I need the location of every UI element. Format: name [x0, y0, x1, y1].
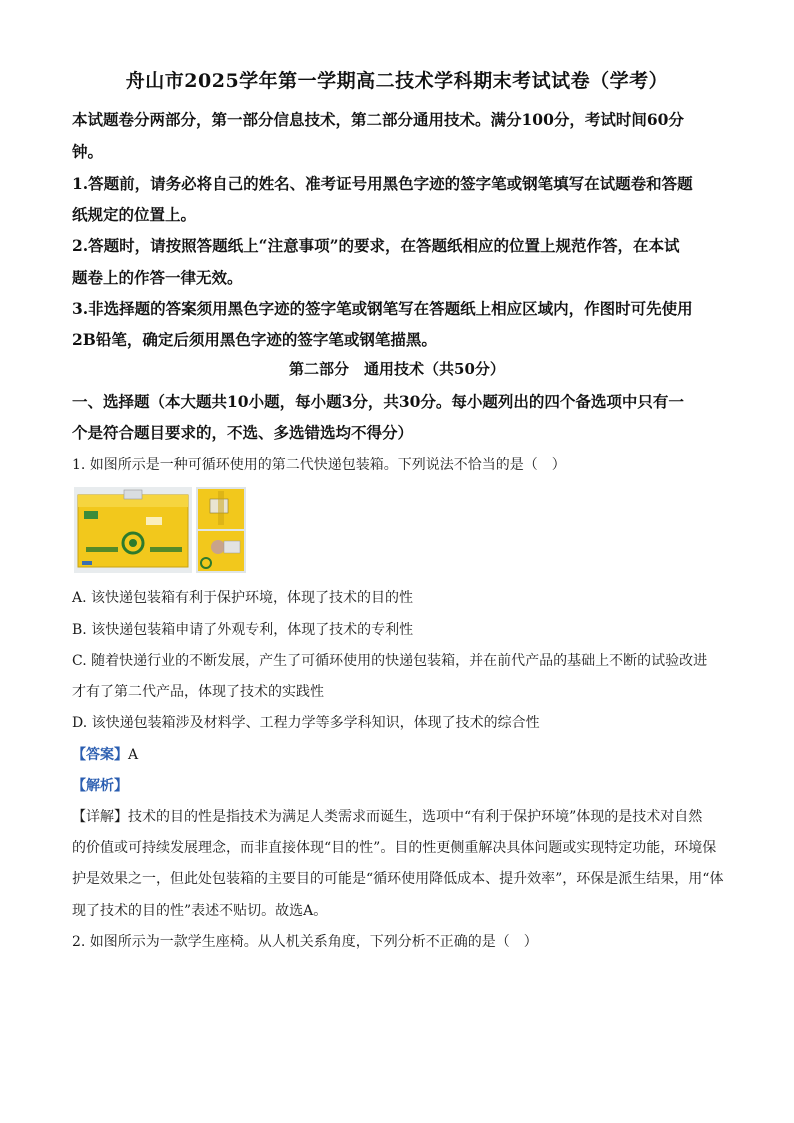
- question-1-option-c-continued: 才有了第二代产品，体现了技术的实践性: [72, 684, 324, 700]
- instruction-line: 本试题卷分两部分，第一部分信息技术，第二部分通用技术。满分100分，考试时间60分: [72, 110, 684, 129]
- question-1-stem: 1. 如图所示是一种可循环使用的第二代快递包装箱。下列说法不恰当的是（ ）: [72, 457, 566, 473]
- question-1-option-d: D. 该快递包装箱涉及材料学、工程力学等多学科知识，体现了技术的综合性: [72, 715, 540, 731]
- detail-line: 护是效果之一，但此处包装箱的主要目的可能是“循环使用降低成本、提升效率”，环保是派生结果，用“体: [72, 871, 724, 887]
- question-1-option-c: C. 随着快递行业的不断发展，产生了可循环使用的快递包装箱，并在前代产品的基础上不断的试验改进: [72, 653, 708, 669]
- instruction-line: 2B铅笔，确定后须用黑色字迹的签字笔或钢笔描黑。: [72, 330, 437, 349]
- answer-label: 【答案】: [72, 747, 128, 763]
- instruction-line: 3.非选择题的答案须用黑色字迹的签字笔或钢笔写在答题纸上相应区域内，作图时可先使用: [72, 299, 693, 318]
- question-1-option-a: A. 该快递包装箱有利于保护环境，体现了技术的目的性: [72, 590, 414, 606]
- question-2-stem: 2. 如图所示为一款学生座椅。从人机关系角度，下列分析不正确的是（ ）: [72, 934, 538, 950]
- answer-value: A: [128, 747, 139, 763]
- box-photo-main: [74, 487, 192, 573]
- detail-line: 现了技术的目的性”表述不贴切。故选A。: [72, 903, 328, 919]
- instruction-line: 2.答题时，请按照答题纸上“注意事项”的要求，在答题纸相应的位置上规范作答，在本试: [72, 236, 680, 255]
- section-heading: 一、选择题（本大题共10小题，每小题3分，共30分。每小题列出的四个备选项中只有一: [72, 392, 684, 411]
- section-heading: 个是符合题目要求的，不选、多选错选均不得分）: [72, 423, 414, 442]
- detail-line: 【详解】技术的目的性是指技术为满足人类需求而诞生，选项中“有利于保护环境”体现的是技术对自然: [72, 809, 703, 825]
- box-detail-illustration: [196, 487, 246, 573]
- question-1-figure: [74, 487, 246, 573]
- answer-line: [72, 744, 138, 764]
- instruction-line: 1.答题前，请务必将自己的姓名、准考证号用黑色字迹的签字笔或钢笔填写在试题卷和答题: [72, 174, 693, 193]
- box-photo-details: [196, 487, 246, 573]
- instruction-line: 钟。: [72, 142, 104, 161]
- detail-line: 的价值或可持续发展理念，而非直接体现“目的性”。目的性更侧重解决具体问题或实现特定功能，环境保: [72, 840, 717, 856]
- exam-title: 舟山市2025学年第一学期高二技术学科期末考试试卷（学考）: [125, 70, 669, 92]
- instruction-line: 题卷上的作答一律无效。: [72, 268, 243, 287]
- instruction-line: 纸规定的位置上。: [72, 205, 197, 224]
- analysis-label: 【解析】: [72, 778, 128, 794]
- yellow-box-illustration: [74, 487, 192, 573]
- question-1-option-b: B. 该快递包装箱申请了外观专利，体现了技术的专利性: [72, 622, 414, 638]
- part-heading: 第二部分 通用技术（共50分）: [289, 360, 505, 378]
